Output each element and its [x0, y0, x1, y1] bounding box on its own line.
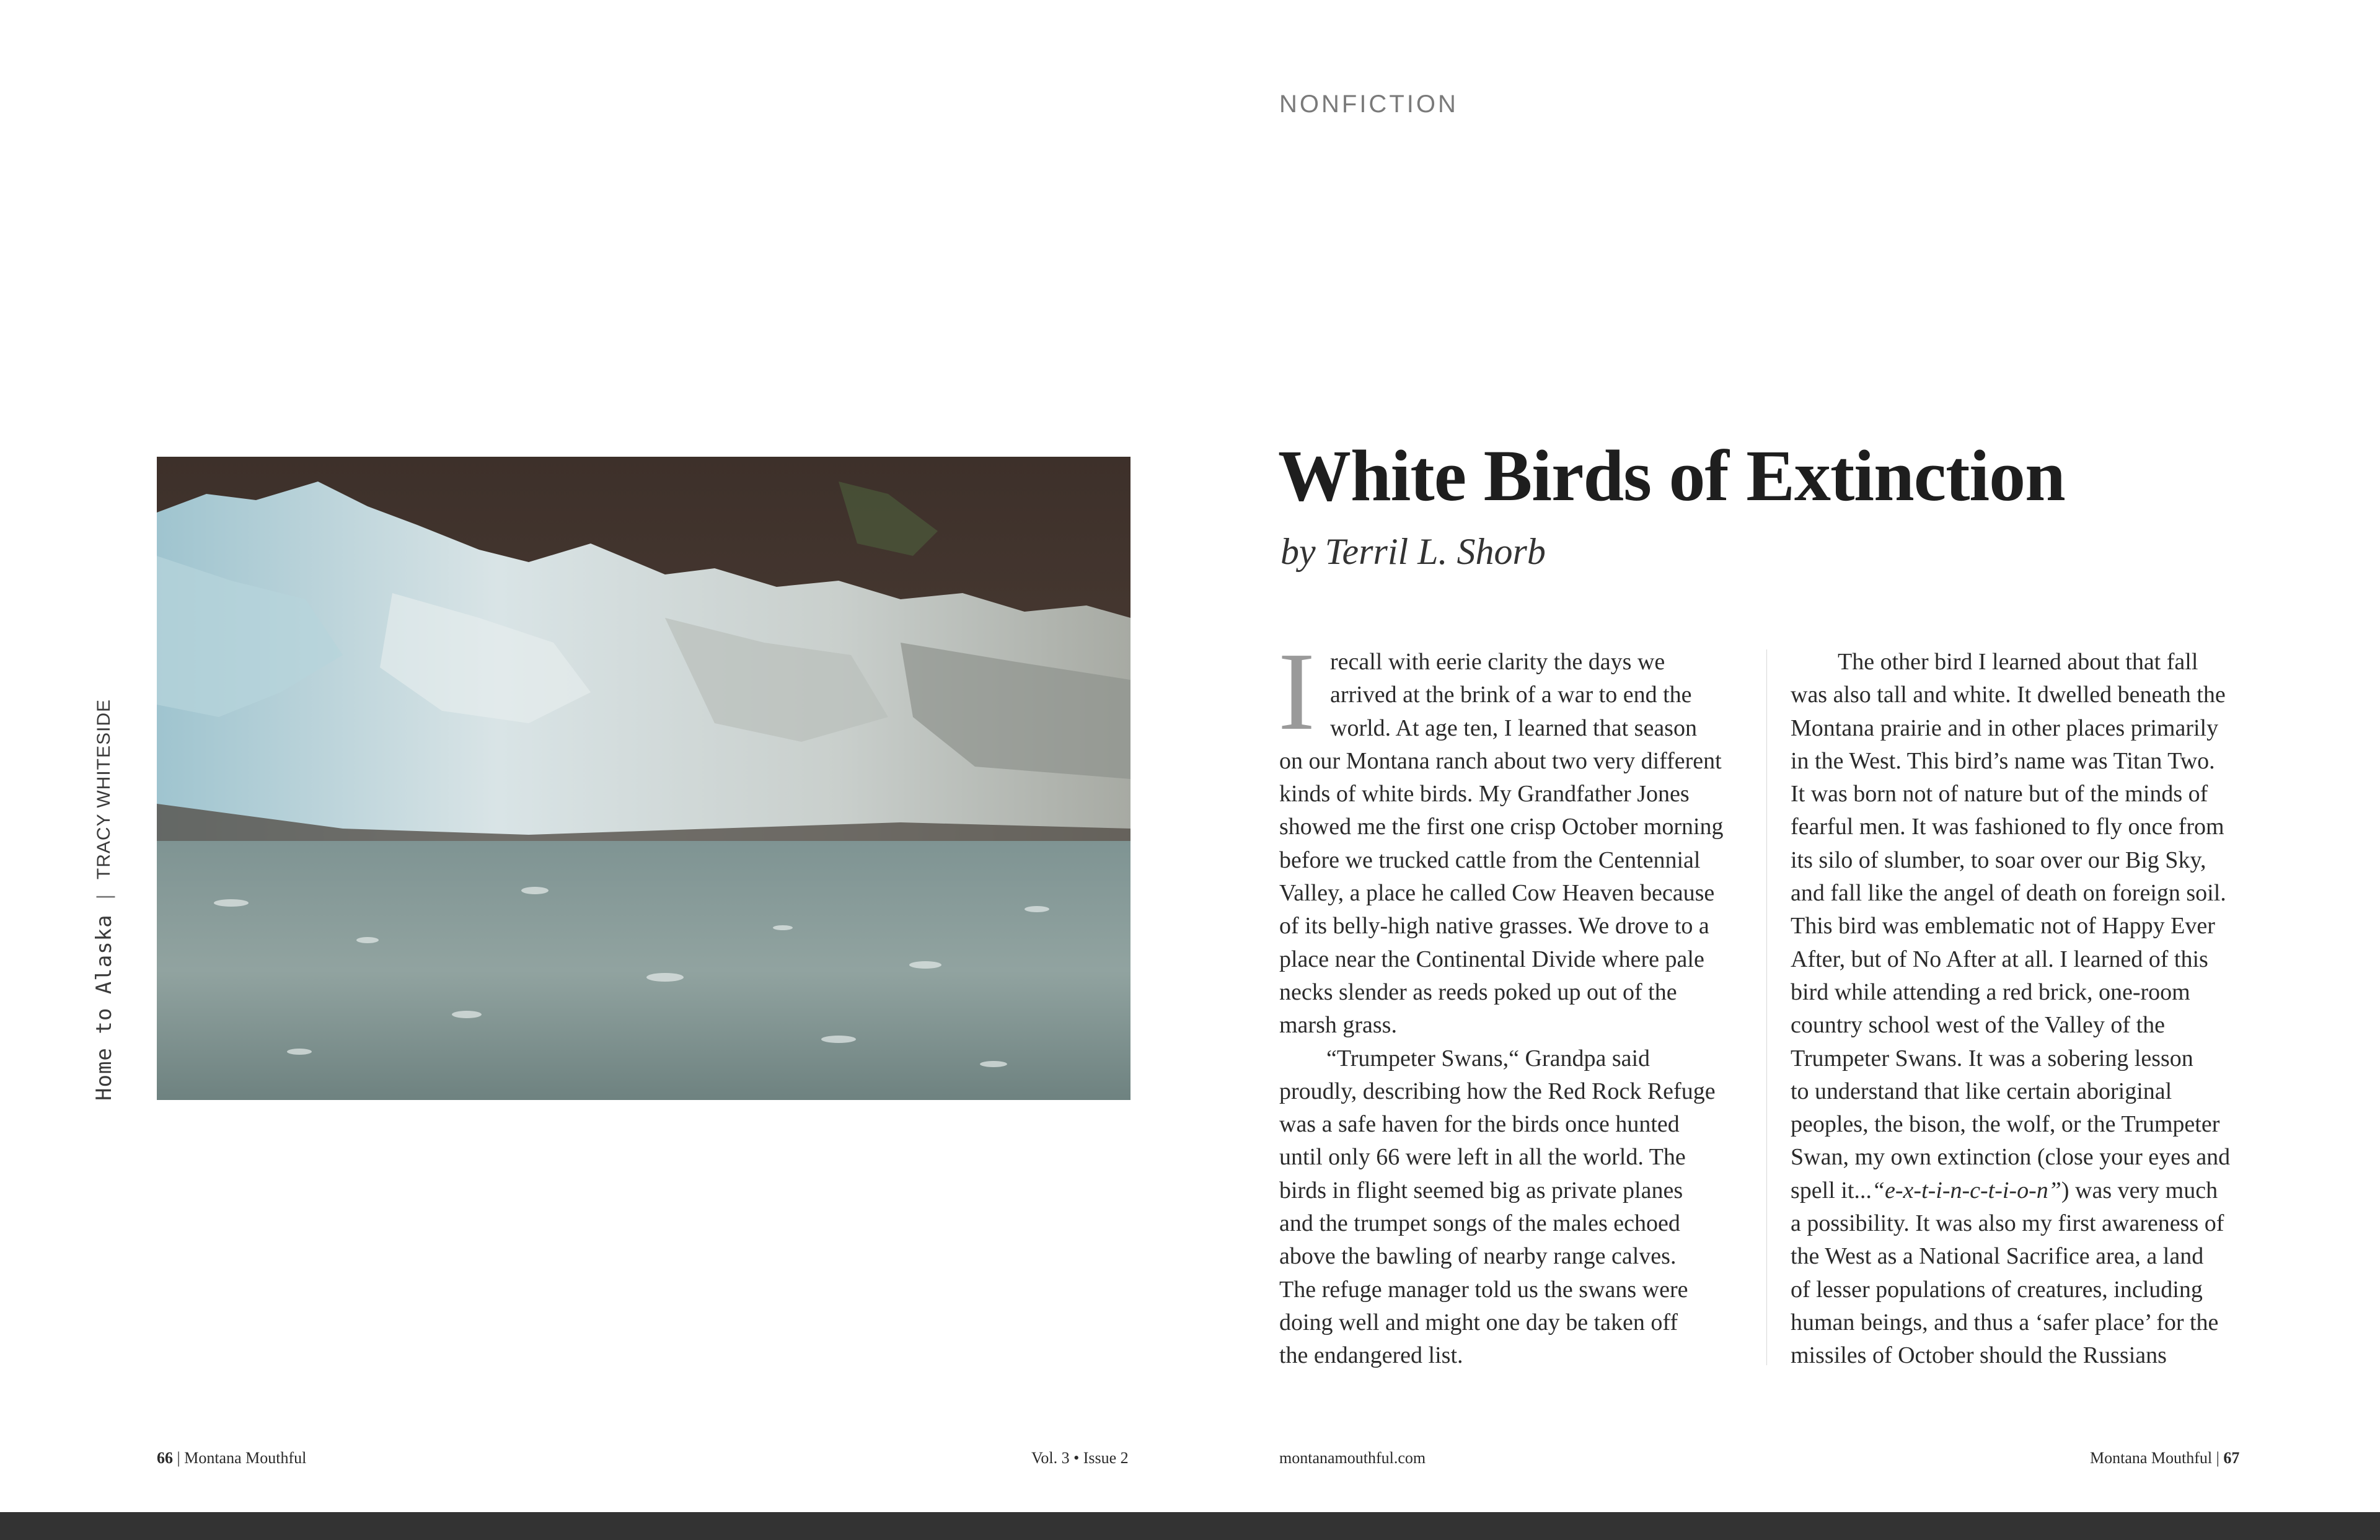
publication-name-left: Montana Mouthful	[184, 1449, 307, 1467]
text-line: on our Montana ranch about two very different	[1279, 747, 1722, 774]
column-divider	[1766, 649, 1767, 1365]
text-line: After, but of No After at all. I learned of this	[1791, 946, 2208, 972]
text-line: before we trucked cattle from the Centennial	[1279, 847, 1701, 873]
text-line: to understand that like certain aboriginal	[1791, 1078, 2172, 1104]
text-line: The refuge manager told us the swans were	[1279, 1276, 1688, 1303]
text-line: fearful men. It was fashioned to fly once from	[1791, 814, 2224, 840]
text-line: The other bird I learned about that fall	[1838, 649, 2198, 675]
text-line: the endangered list.	[1279, 1342, 1463, 1369]
text-line: birds in flight seemed big as private planes	[1279, 1177, 1683, 1203]
text-line: a possibility. It was also my first awareness of	[1791, 1210, 2224, 1237]
caption-separator: |	[92, 894, 115, 900]
text-line: Swan, my own extinction (close your eyes and	[1791, 1144, 2231, 1171]
text-line: of its belly-high native grasses. We drove to a	[1279, 913, 1709, 939]
text-line: kinds of white birds. My Grandfather Jones	[1279, 781, 1690, 807]
text-line: proudly, describing how the Red Rock Refuge	[1279, 1078, 1716, 1104]
text-line: Valley, a place he called Cow Heaven because	[1279, 880, 1715, 907]
text-line: doing well and might one day be taken off	[1279, 1309, 1678, 1335]
text-line: its silo of slumber, to soar over our Big Sky,	[1791, 847, 2206, 873]
page-number-right: 67	[2223, 1449, 2240, 1467]
text-line: was also tall and white. It dwelled beneath the	[1791, 682, 2226, 708]
folio-separator: |	[177, 1449, 180, 1467]
publication-name-right: Montana Mouthful	[2090, 1449, 2213, 1467]
text-line: was a safe haven for the birds once hunted	[1279, 1111, 1680, 1138]
text-line: marsh grass.	[1279, 1012, 1397, 1039]
text-line: It was born not of nature but of the minds of	[1791, 781, 2208, 807]
text-line: place near the Continental Divide where pale	[1279, 946, 1704, 972]
text-line: the West as a National Sacrifice area, a land	[1791, 1243, 2204, 1270]
text-line: human beings, and thus a ‘safer place’ for the	[1791, 1309, 2219, 1335]
drop-cap: I	[1278, 630, 1315, 753]
website-url: montanamouthful.com	[1279, 1449, 1426, 1467]
text-line: and fall like the angel of death on foreign soil.	[1791, 880, 2226, 907]
viewer-bottom-bar	[0, 1512, 2380, 1540]
issue-info: Vol. 3 • Issue 2	[1031, 1449, 1129, 1467]
series-name: Home to Alaska	[92, 914, 117, 1101]
text-line: recall with eerie clarity the days we	[1330, 649, 1665, 675]
text-line: “Trumpeter Swans,“ Grandpa said	[1326, 1045, 1651, 1071]
text-line: of lesser populations of creatures, including	[1791, 1276, 2203, 1303]
article-column-2	[1791, 646, 2262, 1373]
text-line: This bird was emblematic not of Happy Ever	[1791, 913, 2215, 939]
spell-before: spell it...	[1791, 1177, 1872, 1203]
article-title: White Birds of Extinction	[1278, 435, 2065, 516]
text-line: arrived at the brink of a war to end the	[1330, 682, 1692, 708]
text-line: country school west of the Valley of the	[1791, 1012, 2165, 1039]
folio-right-page	[2090, 1449, 2239, 1467]
photo-credit	[92, 699, 117, 1101]
text-line: until only 66 were left in all the world. The	[1279, 1144, 1686, 1171]
text-line: Montana prairie and in other places primarily	[1791, 715, 2219, 741]
glacier-photo	[157, 457, 1130, 1100]
text-line	[1791, 1174, 2262, 1207]
text-line: missiles of October should the Russians	[1791, 1342, 2167, 1369]
text-line: Trumpeter Swans. It was a sobering lesson	[1791, 1045, 2193, 1071]
text-line: and the trumpet songs of the males echoed	[1279, 1210, 1680, 1237]
folio-left-page	[157, 1449, 306, 1467]
text-line: peoples, the bison, the wolf, or the Trumpeter	[1791, 1111, 2220, 1138]
article-column-1	[1279, 646, 1750, 1373]
page-number-left: 66	[157, 1449, 173, 1467]
folio-separator: |	[2216, 1449, 2219, 1467]
spelled-word: “e-x-t-i-n-c-t-i-o-n”	[1871, 1177, 2061, 1203]
article-byline: by Terril L. Shorb	[1280, 531, 1546, 572]
photographer-name: TRACY WHITESIDE	[94, 698, 114, 880]
text-line: bird while attending a red brick, one-room	[1791, 979, 2190, 1005]
text-line: in the West. This bird’s name was Titan Two.	[1791, 747, 2215, 774]
spell-after: ) was very much	[2061, 1177, 2218, 1203]
text-line: above the bawling of nearby range calves.	[1279, 1243, 1677, 1270]
section-label: NONFICTION	[1279, 90, 1458, 118]
text-line: necks slender as reeds poked up out of the	[1279, 979, 1677, 1005]
text-line: showed me the first one crisp October morning	[1279, 814, 1724, 840]
text-line: world. At age ten, I learned that season	[1330, 715, 1697, 741]
